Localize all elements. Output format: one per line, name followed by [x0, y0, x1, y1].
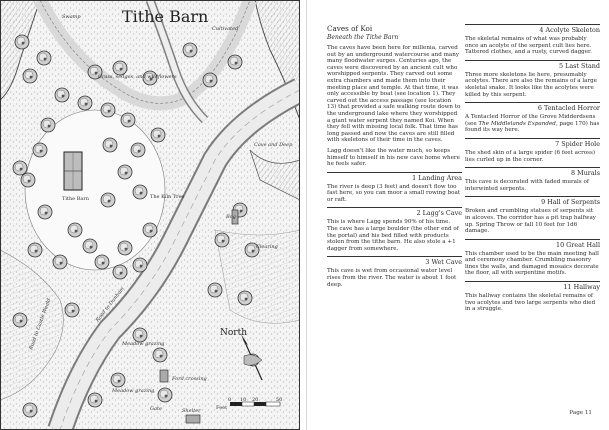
- map-title: Tithe Barn: [122, 7, 209, 26]
- map-label-cultivated: Cultivated: [212, 26, 239, 32]
- text-page: [306, 0, 609, 430]
- map-label-road-2: Road to Castle Weald: [28, 297, 53, 351]
- compass-north-label: North: [220, 328, 248, 338]
- text-column-left: [327, 16, 462, 292]
- svg-text:50: 50: [276, 397, 283, 403]
- page-title: Caves of Koi: [327, 24, 373, 33]
- svg-text:Feet: Feet: [216, 405, 228, 411]
- section-body: The river is deep (3 feet) and doesn't flow too fast here, so you can moor a small rowing boat or raft.: [327, 183, 461, 203]
- map-label-tithe-barn: Tithe Barn: [62, 196, 89, 202]
- map-page: [0, 0, 300, 430]
- map-label-clearing: Clearing: [256, 244, 278, 250]
- section-body: This hallway contains the skeletal remains of two acolytes and two large serpents who died in a struggle.: [465, 293, 596, 313]
- lagg-paragraph: Lagg doesn't like the water much, so keeps himself to himself in his new cave home where he feels safer.: [327, 147, 460, 168]
- section-body: Broken and crumbling statues of serpents sit in alcoves. The corridor has a pit trap halfway up. Spring Throw or fall 10 feet for 1d6 damage.: [465, 208, 596, 235]
- section-body: This is where Lagg spends 90% of his time. The cave has a large boulder (the other end of the portal) and his bed filled with products stolen from the tithe barn. He also stole a +1 dagger from somewhere.: [327, 219, 459, 252]
- section-body: The skeletal remains of what was probably once an acolyte of the serpent cult lies here. Tattered clothes, and a rusty, curved dagger.: [465, 36, 592, 56]
- section-heading: 7 Spider Hole: [465, 138, 600, 148]
- map-label-meadow-1: Meadow grazing: [122, 341, 165, 347]
- section-heading: 4 Acolyte Skeleton: [465, 24, 600, 34]
- section-body: The shed skin of a large spider (6 feet across) lies curled up in the corner.: [465, 149, 596, 163]
- section-heading: 3 Wet Cave: [327, 256, 462, 266]
- section-body: This cave is wet from occasional water level rises from the river. The water is about 1 foot deep.: [327, 268, 457, 288]
- section-heading: 8 Murals: [465, 167, 600, 177]
- map-label-meadow-2: Meadow grazing: [112, 388, 155, 394]
- page-subtitle: Beneath the Tithe Barn: [327, 34, 399, 41]
- map-label-kiln: The Kiln Tree: [150, 194, 185, 200]
- map-label-cave: Cave and Deep: [254, 142, 293, 148]
- svg-text:20: 20: [252, 397, 259, 403]
- section-body: A Tentacled Horror of the Grove Midderdsens (see The Middlelands Expanded, page 170) has found its way here.: [465, 114, 600, 134]
- section-heading: 2 Lagg's Cave: [327, 207, 462, 217]
- battle-map: [0, 0, 300, 430]
- map-label-bog: Bog: [226, 214, 236, 220]
- text-column-right: [465, 16, 600, 317]
- map-label-swamp: Swamp: [62, 14, 81, 20]
- section-heading: 9 Hall of Serpents: [465, 196, 600, 206]
- map-label-gate: Gate: [150, 406, 162, 412]
- section-heading: 10 Great Hall: [465, 239, 600, 249]
- map-label-grass: Grass, sedges, and wildflowers: [98, 74, 177, 80]
- page-number: Page 11: [569, 410, 592, 416]
- section-body: This cave is decorated with faded murals of interwinted serpents.: [465, 179, 589, 192]
- section-body: Three more skeletons lie here, presumably acolytes. There are also the remains of a large skeletal snake. It looks like the acolytes were killed by this serpent.: [465, 71, 598, 98]
- section-heading: 11 Hallway: [465, 281, 600, 291]
- section-body: This chamber used to be the main meeting hall and ceremony chamber. Crumbling masonry lines the walls, and damaged mosaics decorate the floor, all with serpentine motifs.: [465, 250, 599, 277]
- map-label-shelter: Shelter: [182, 408, 201, 414]
- map-label-ford: Ford crossing: [172, 376, 207, 382]
- intro-paragraph: The caves have been here for millenia, carved out by an underground watercourse and many many floodwater surges. Centuries ago, the caves were discovered by an ancient cult who worshipped serpents. They carved out some extra chambers and made them into their meeting place and temple. At that time, it was only accessible by boat (see location 1). They carved out the access passage (see location 13) that provided a safe walking route down to the underground lake where they worshipped a giant water serpent they named Koi. When they fell with missing local folk. That time has long passed and now the caves are still filled with skeletons of their time in the caves.: [327, 45, 461, 144]
- section-heading: 5 Last Stand: [465, 60, 600, 70]
- svg-text:0: 0: [228, 397, 232, 403]
- map-label-road-1: Road to Dunham: [94, 286, 126, 324]
- section-heading: 6 Tentacled Horror: [465, 102, 600, 112]
- section-heading: 1 Landing Area: [327, 172, 462, 182]
- svg-text:10: 10: [240, 397, 247, 403]
